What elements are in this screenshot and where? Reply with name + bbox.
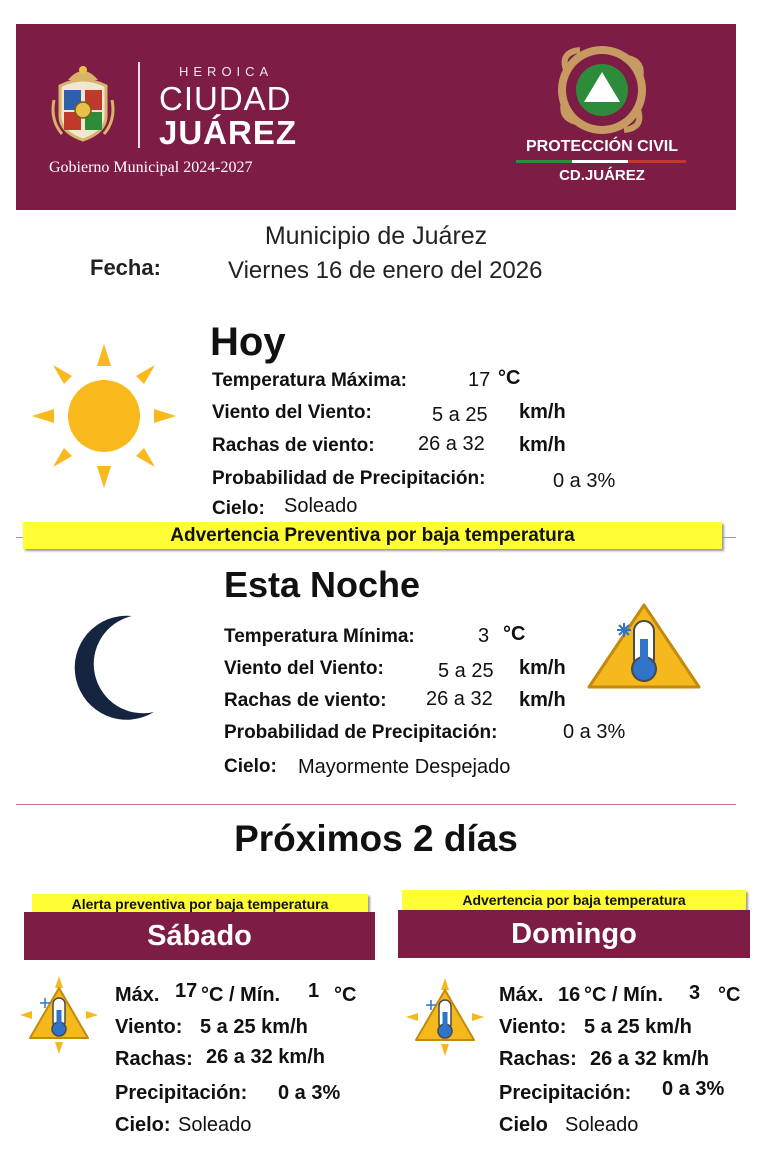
tonight-precip-label: Probabilidad de Precipitación:	[224, 722, 498, 743]
juarez-text: JUÁREZ	[159, 114, 298, 151]
sunday-precip-value: 0 a 3%	[662, 1078, 725, 1100]
today-sky-row	[212, 498, 265, 520]
saturday-gust-label: Rachas:	[115, 1048, 193, 1070]
saturday-precip-label: Precipitación:	[115, 1082, 248, 1104]
sunday-wind-row	[499, 1016, 566, 1039]
sunday-header: Domingo	[398, 910, 750, 958]
sunday-min-unit: °C	[718, 984, 741, 1006]
saturday-header: Sábado	[24, 912, 375, 960]
today-sky-label: Cielo:	[212, 498, 265, 519]
tonight-wind-row	[224, 658, 384, 680]
today-wind-unit: km/h	[519, 401, 566, 423]
tonight-sky-value: Mayormente Despejado	[298, 756, 511, 778]
today-gust-row	[212, 435, 375, 457]
sunday-max-label: Máx.	[499, 984, 544, 1006]
sunday-alert-banner: Advertencia por baja temperatura	[402, 890, 746, 910]
coat-of-arms-icon	[50, 60, 116, 144]
today-temp-value: 17	[468, 369, 491, 391]
sunday-precip-row	[499, 1082, 631, 1105]
sunday-wind-label: Viento:	[499, 1016, 567, 1038]
sunday-gust-value: 26 a 32 km/h	[590, 1048, 709, 1070]
tonight-wind-unit: km/h	[519, 657, 566, 679]
sunday-sky-label: Cielo	[499, 1114, 548, 1136]
saturday-cold-thermometer-icon	[18, 974, 100, 1056]
sunday-min-value: 3	[689, 982, 701, 1004]
today-precip-row	[212, 468, 485, 490]
tonight-temp-row	[224, 626, 415, 648]
saturday-max-value: 17	[175, 980, 198, 1002]
saturday-sky-label: Cielo:	[115, 1114, 171, 1136]
sunday-min-label: °C / Mín.	[584, 984, 664, 1006]
sun-icon	[32, 344, 176, 488]
saturday-alert-banner: Alerta preventiva por baja temperatura	[32, 894, 368, 914]
tricolor-line	[516, 160, 686, 163]
tonight-temp-label: Temperatura Mínima:	[224, 626, 415, 647]
tonight-title: Esta Noche	[224, 564, 421, 605]
tonight-gust-row	[224, 690, 387, 712]
sunday-cold-thermometer-icon	[404, 976, 486, 1058]
municipio-title: Municipio de Juárez	[264, 222, 488, 250]
saturday-gust-value: 26 a 32 km/h	[206, 1046, 325, 1068]
tonight-temp-unit: °C	[503, 623, 526, 645]
next-days-title: Próximos 2 días	[234, 818, 518, 859]
proteccion-civil-title: PROTECCIÓN CIVIL	[525, 138, 678, 155]
saturday-min-label: °C / Mín.	[201, 984, 281, 1006]
saturday-sky-row	[115, 1114, 171, 1137]
proteccion-civil-logo-icon	[552, 40, 652, 138]
today-gust-unit: km/h	[519, 434, 566, 456]
saturday-sky-value: Soleado	[178, 1114, 252, 1136]
tonight-gust-unit: km/h	[519, 689, 566, 711]
saturday-max-label: Máx.	[115, 984, 160, 1006]
gobierno-municipal-text: Gobierno Municipal 2024-2027	[49, 159, 253, 176]
saturday-temp-row	[115, 984, 159, 1007]
today-temp-label: Temperatura Máxima:	[212, 370, 407, 391]
fecha-label: Fecha:	[90, 255, 161, 280]
saturday-precip-value: 0 a 3%	[278, 1082, 341, 1104]
heroica-text: HEROICA	[179, 64, 274, 79]
tonight-temp-value: 3	[478, 625, 490, 647]
today-gust-label: Rachas de viento:	[212, 435, 375, 456]
today-wind-label: Viento del Viento:	[212, 402, 372, 423]
today-temp-unit: °C	[498, 367, 521, 389]
saturday-wind-label: Viento:	[115, 1016, 183, 1038]
tonight-precip-value: 0 a 3%	[563, 721, 626, 743]
tonight-gust-label: Rachas de viento:	[224, 690, 387, 711]
section-separator	[16, 804, 736, 805]
tonight-sky-label: Cielo:	[224, 756, 277, 777]
ciudad-text: CIUDAD	[159, 80, 292, 117]
tonight-gust-value: 26 a 32	[426, 688, 493, 710]
sunday-precip-label: Precipitación:	[499, 1082, 632, 1104]
today-precip-value: 0 a 3%	[553, 470, 616, 492]
saturday-wind-row	[115, 1016, 182, 1039]
tonight-wind-label: Viento del Viento:	[224, 658, 384, 679]
cd-juarez-text: CD.JUÁREZ	[559, 167, 645, 184]
saturday-gust-row	[115, 1048, 193, 1071]
saturday-min-value: 1	[308, 980, 320, 1002]
sunday-gust-label: Rachas:	[499, 1048, 577, 1070]
sunday-wind-value: 5 a 25 km/h	[584, 1016, 692, 1038]
today-sky-value: Soleado	[284, 495, 358, 517]
sunday-sky-value: Soleado	[565, 1114, 639, 1136]
sunday-gust-row	[499, 1048, 577, 1071]
today-wind-value: 5 a 25	[432, 404, 488, 426]
today-temp-row	[212, 370, 407, 392]
tonight-precip-row	[224, 722, 497, 744]
header-divider	[138, 62, 140, 148]
tonight-wind-value: 5 a 25	[438, 660, 494, 682]
warning-banner: Advertencia Preventiva por baja temperatura	[23, 522, 722, 549]
sunday-sky-row	[499, 1114, 548, 1137]
today-wind-row	[212, 402, 372, 424]
today-title: Hoy	[210, 320, 286, 364]
sunday-max-value: 16	[558, 984, 581, 1006]
saturday-wind-value: 5 a 25 km/h	[200, 1016, 308, 1038]
saturday-min-unit: °C	[334, 984, 357, 1006]
tonight-sky-row	[224, 756, 277, 778]
fecha-value: Viernes 16 de enero del 2026	[228, 257, 543, 284]
today-precip-label: Probabilidad de Precipitación:	[212, 468, 486, 489]
sunday-temp-row	[499, 984, 543, 1007]
saturday-precip-row	[115, 1082, 247, 1105]
header-banner	[16, 24, 736, 210]
today-gust-value: 26 a 32	[418, 433, 485, 455]
moon-icon	[62, 612, 158, 722]
cold-thermometer-warning-icon	[585, 601, 703, 691]
